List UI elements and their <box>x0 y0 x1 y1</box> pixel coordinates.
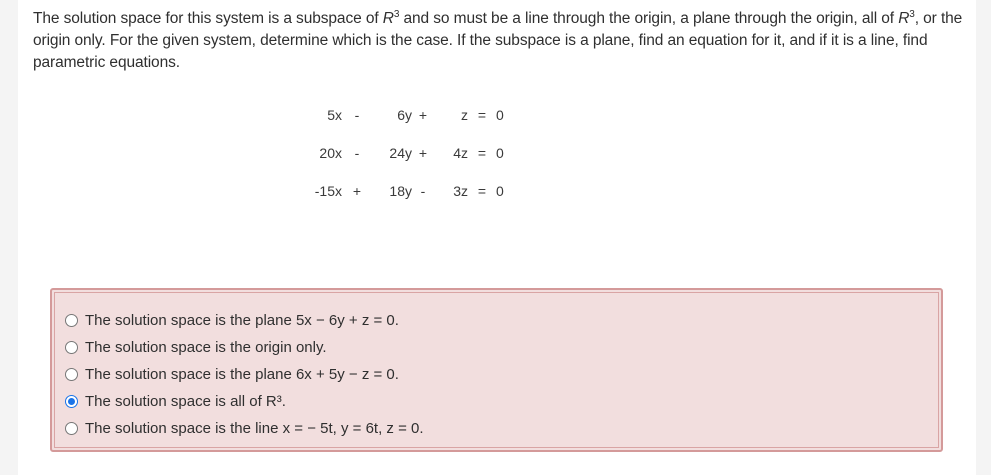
equation-row <box>286 96 508 134</box>
r-exponent-second: 3 <box>909 9 915 20</box>
y-term: 18y <box>389 183 412 199</box>
answer-option-plane-6x[interactable] <box>65 363 399 385</box>
answer-option-label: The solution space is the origin only. <box>85 338 327 356</box>
answer-option-label: The solution space is all of R³. <box>85 392 286 410</box>
equation-row <box>286 172 508 210</box>
radio-button-selected[interactable] <box>65 395 78 408</box>
question-text-part-1: The solution space for this system is a subspace of <box>33 10 383 27</box>
answer-option-label: The solution space is the line x = − 5t, y = 6t, z = 0. <box>85 419 424 437</box>
x-term: -15x <box>314 183 342 199</box>
y-term: 24y <box>389 145 412 161</box>
operator: - <box>354 145 360 161</box>
question-text-part-2: and so must be a line through the origin, a plane through the origin, all of <box>399 10 899 27</box>
r-symbol: R <box>382 10 394 27</box>
x-term: 20x <box>319 145 342 161</box>
x-term: 5x <box>327 107 342 123</box>
operator: + <box>418 107 428 123</box>
z-term: 3z <box>453 183 468 199</box>
answer-options-box <box>50 288 943 452</box>
right-hand-side: 0 <box>496 107 504 123</box>
operator: + <box>352 183 362 199</box>
answer-option-label: The solution space is the plane 5x − 6y + z = 0. <box>85 311 399 329</box>
answer-option-all-r3[interactable] <box>65 390 286 412</box>
equation-row <box>286 134 508 172</box>
equals-sign: = <box>477 183 487 199</box>
z-term: 4z <box>453 145 468 161</box>
radio-button[interactable] <box>65 314 78 327</box>
equals-sign: = <box>477 145 487 161</box>
right-hand-side: 0 <box>496 183 504 199</box>
question-page <box>18 0 976 475</box>
answer-option-label: The solution space is the plane 6x + 5y − z = 0. <box>85 365 399 383</box>
answer-option-line[interactable] <box>65 417 424 439</box>
answer-option-plane-5x[interactable] <box>65 309 399 331</box>
r-exponent: 3 <box>393 9 400 20</box>
r-symbol-second: R <box>898 10 910 27</box>
radio-button[interactable] <box>65 422 78 435</box>
z-term: z <box>461 107 468 123</box>
question-text-part-3: , or the origin only. For the given system, determine which is the case. If the subspace is a plane, find an equation for it, and if it is a line, find parametric equations. <box>33 10 963 71</box>
operator: + <box>418 145 428 161</box>
y-term: 6y <box>397 107 412 123</box>
radio-button[interactable] <box>65 368 78 381</box>
operator: - <box>354 107 360 123</box>
radio-button[interactable] <box>65 341 78 354</box>
answer-option-origin-only[interactable] <box>65 336 327 358</box>
question-text <box>33 8 963 74</box>
equation-system <box>286 96 508 210</box>
equals-sign: = <box>477 107 487 123</box>
right-hand-side: 0 <box>496 145 504 161</box>
operator: - <box>420 183 426 199</box>
